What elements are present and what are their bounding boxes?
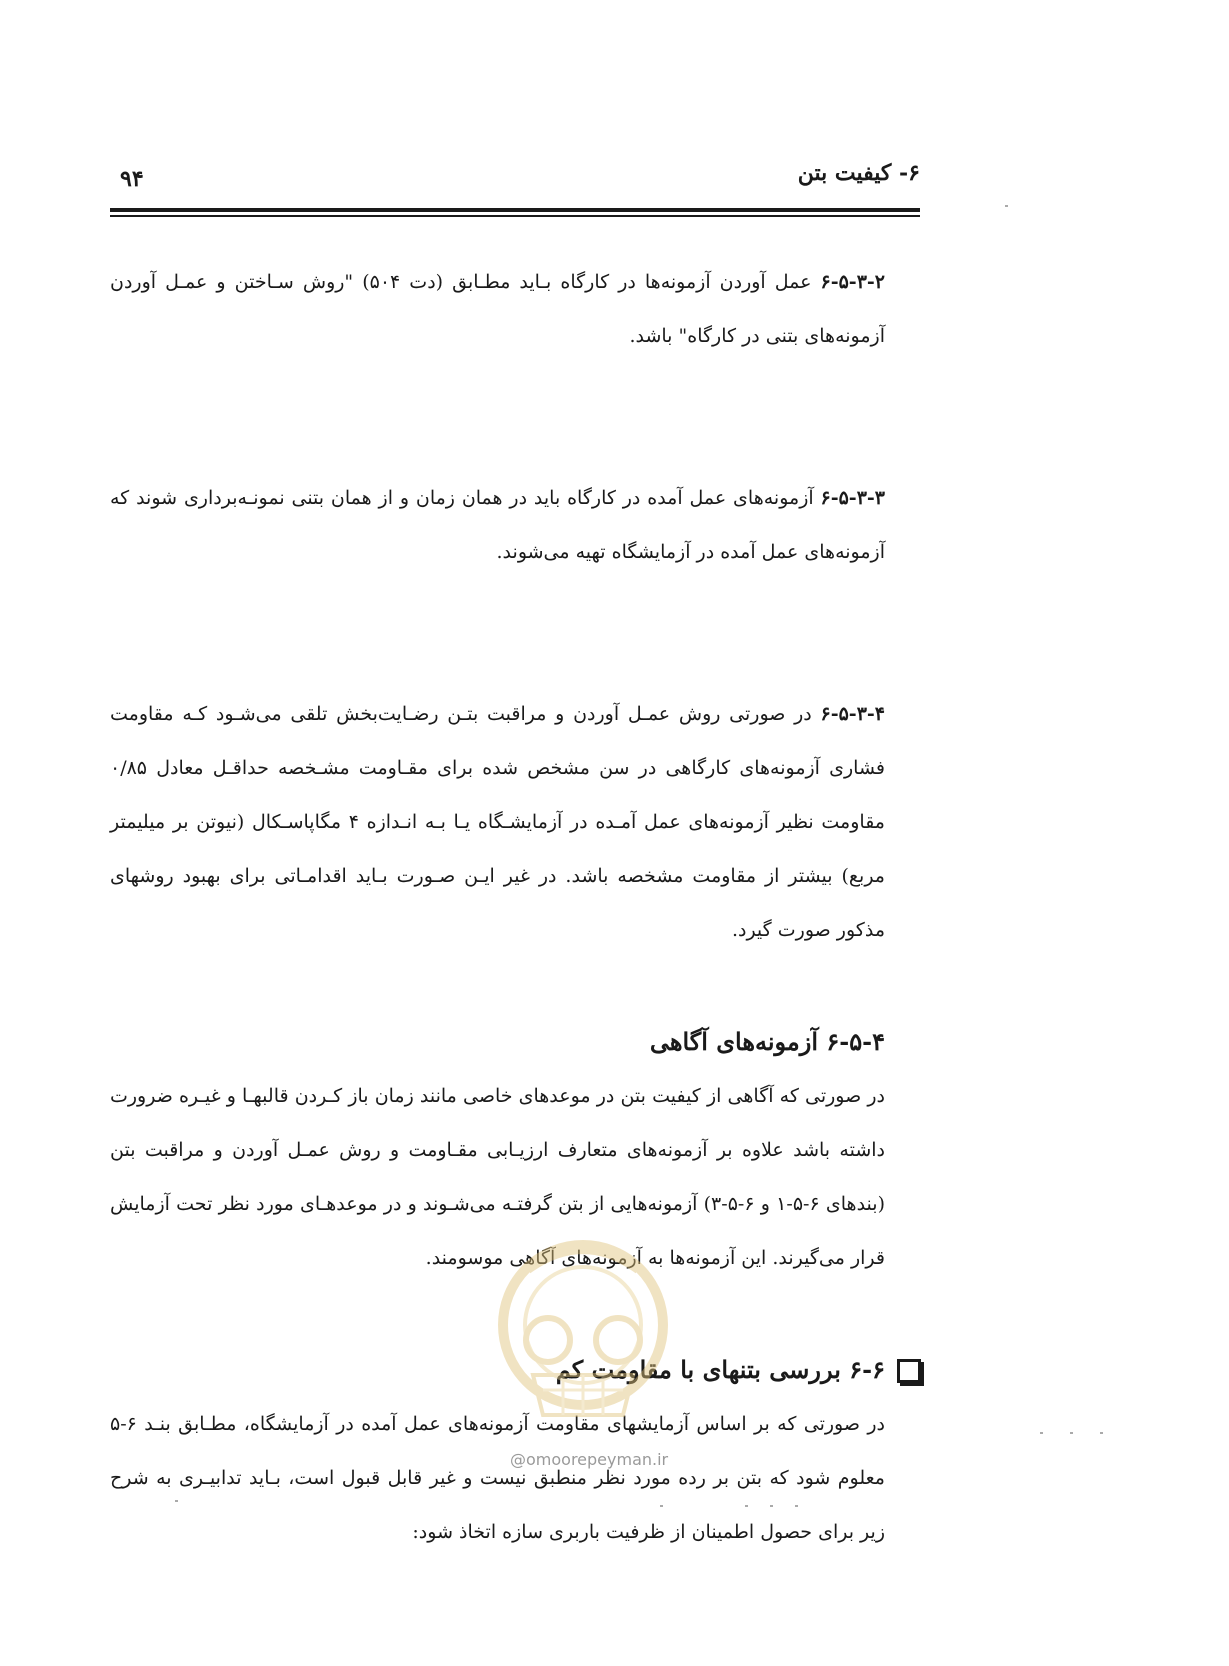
watermark-logo [488,1225,678,1440]
header-rule-thick [110,208,920,212]
chapter-title: ۶- کیفیت بتن [797,160,920,186]
clause-text: عمل آوردن آزمونه‌ها در کارگاه بـاید مطـابق (دت ۵۰۴) "روش سـاختن و عمـل آوردن آزمونه‌های بتنی در کارگاه" باشد. [110,271,885,347]
clause-number: ۶-۵-۳-۳ [820,487,885,509]
scan-speck [1040,1432,1043,1434]
clause-number: ۶-۵-۳-۴ [820,703,885,725]
section-paragraph: در صورتی که آگاهی از کیفیت بتن در موعدهای خاصی مانند زمان باز کـردن قالبهـا و غیـره ضرورت داشته باشد علاوه بر آزمونه‌های متعارف ارزیـابی مقـاومت و روش عمـل آوردن و مراقبت بتن (بندهای ۶-۵-۱ و ۶-۵-۳) آزمونه‌هایی از بتن گرفتـه می‌شـوند و در موعدهـای مورد نظر تحت آزمایش قرار می‌گیرند. این آزمونه‌ها به آزمونه‌های آگاهی موسومند. [110,1085,885,1269]
section-heading: ۶-۶ بررسی بتنهای با مقاومت کم [555,1355,885,1384]
clause-text: آزمونه‌های عمل آمده در کارگاه باید در همان زمان و از همان بتنی نمونـه‌برداری شوند که آزمونه‌های عمل آمده در آزمایشگاه تهیه می‌شوند. [110,487,885,563]
section-heading: ۶-۵-۴ آزمونه‌های آگاهی [649,1027,885,1056]
watermark-url: @omoorepeyman.ir [510,1450,669,1469]
scan-speck [1005,205,1008,207]
clause-paragraph [110,687,885,957]
scan-speck [175,1500,178,1502]
checkbox-square-icon [897,1359,921,1383]
page-header [110,160,920,200]
spacer [110,957,885,1015]
scan-speck [660,1505,663,1507]
clause-text: در صورتی روش عمـل آوردن و مراقبت بتـن رضـایت‌بخش تلقی می‌شـود کـه مقاومت فشاری آزمونه‌های کارگاهی در سن مشخص شده برای مقـاومت مشـخصه حداقـل معادل ۰/۸۵ مقاومت نظیر آزمونه‌های عمل آمـده در آزمایشـگاه یـا بـه انـدازه ۴ مگاپاسـکال (نیوتن بر میلیمتر مربع) بیشتر از مقاومت مشخصه باشد. در غیر ایـن صـورت بـاید اقدامـاتی برای بهبود روشهای مذکور صورت گیرد. [110,703,885,941]
spacer [110,363,885,471]
scan-speck [1070,1432,1073,1434]
page-number: ۹۴ [120,166,144,192]
scan-speck [795,1505,798,1507]
scan-speck [1100,1432,1103,1434]
clause-number: ۶-۵-۳-۲ [820,271,885,293]
clause-paragraph [110,255,885,363]
section-paragraph: در صورتی که بر اساس آزمایشهای مقاومت آزمونه‌های عمل آمده در آزمایشگاه، مطـابق بنـد ۶-۵ معلوم شود که بتن بر رده مورد نظر منطبق نیست و غیر قابل قبول است، بـاید تدابیـری به شرح زیر برای حصول اطمینان از ظرفیت باربری سازه اتخاذ شود: [110,1413,885,1543]
spacer [110,579,885,687]
scan-speck [770,1505,773,1507]
clause-paragraph [110,471,885,579]
header-rule-thin [110,215,920,217]
scan-speck [745,1505,748,1507]
